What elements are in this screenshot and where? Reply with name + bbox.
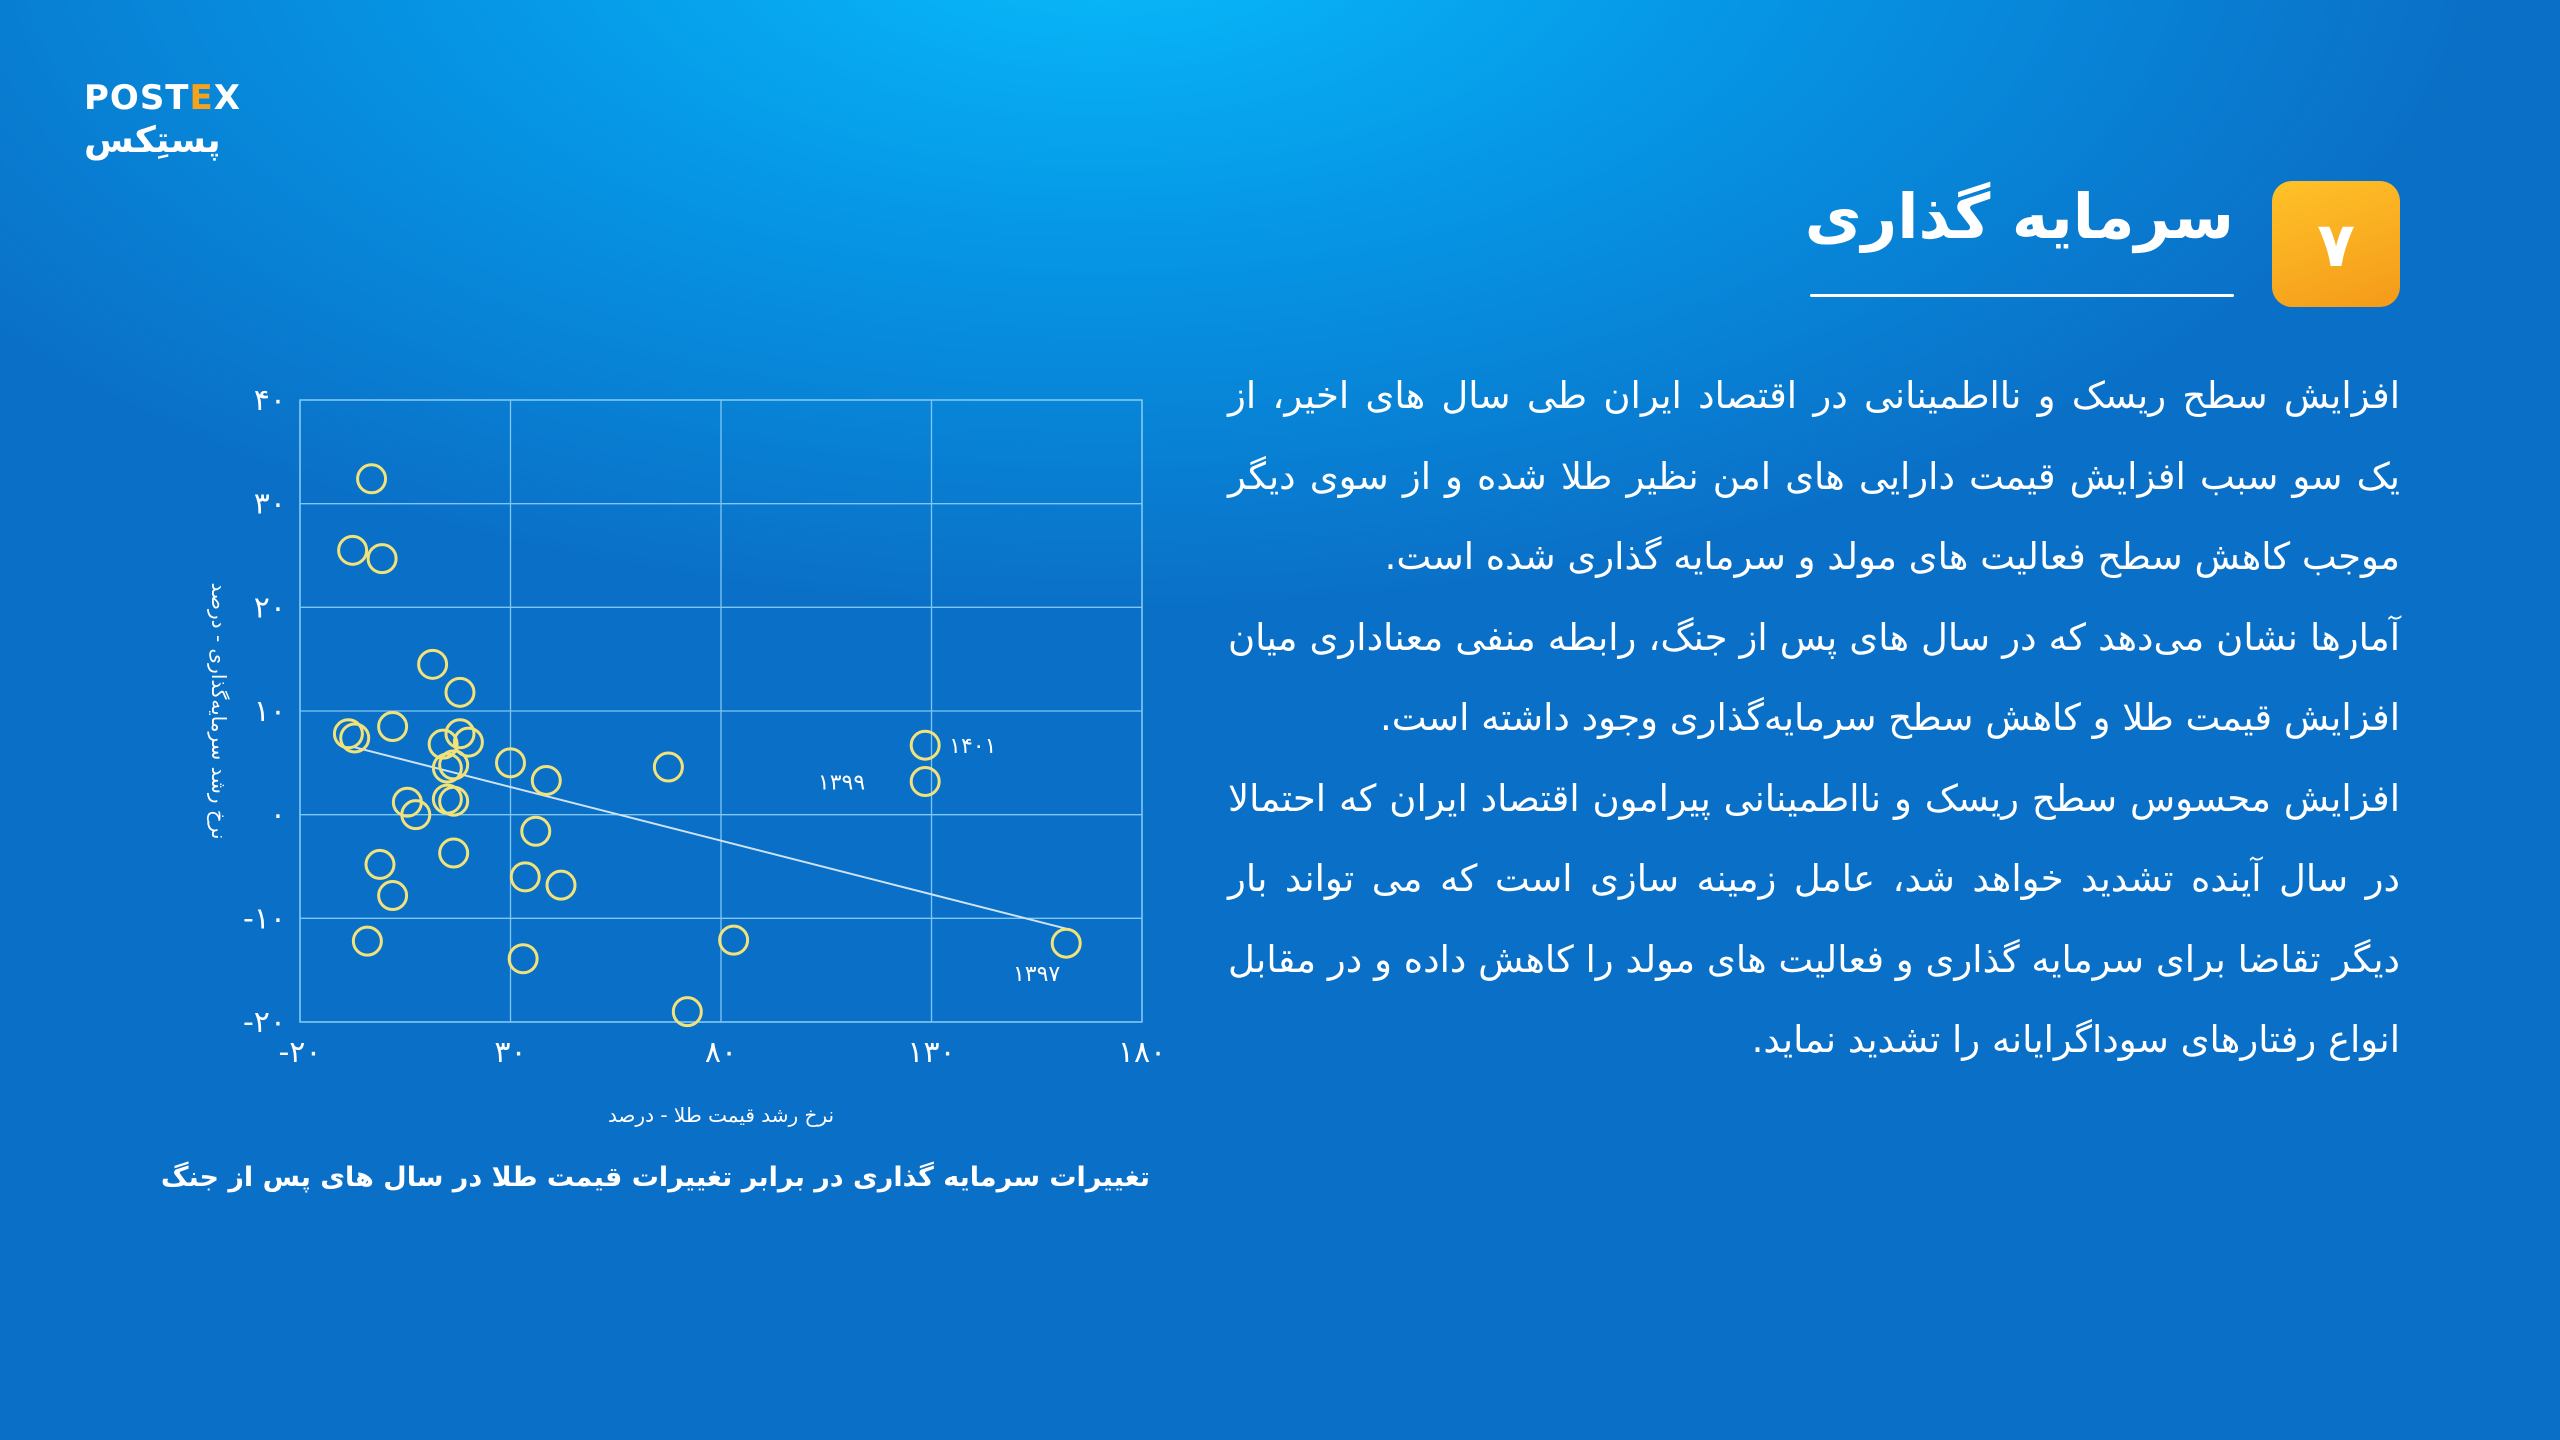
data-point <box>379 713 407 741</box>
data-point <box>547 871 575 899</box>
x-tick-label: ۱۸۰ <box>1117 1035 1167 1070</box>
y-tick-label: -۲۰ <box>242 1005 286 1040</box>
trend-line <box>355 747 1066 928</box>
paragraph-2: آمارها نشان می‌دهد که در سال های پس از جنگ، رابطه منفی معناداری میان افزایش قیمت طلا و کاهش سطح سرمایه‌گذاری وجود داشته است. <box>1228 615 2400 739</box>
section-number-badge: ۷ <box>2272 181 2400 307</box>
postex-logo <box>84 78 241 168</box>
logo-persian-text: پستِکس <box>84 120 221 161</box>
y-tick-label: ۳۰ <box>253 486 286 522</box>
x-axis-label: نرخ رشد قیمت طلا - درصد <box>607 1103 835 1127</box>
point-label: ۱۳۹۷ <box>1012 962 1061 988</box>
data-point <box>1052 929 1080 957</box>
y-tick-label: -۱۰ <box>242 901 286 937</box>
y-tick-label: ۰ <box>269 797 286 833</box>
data-point <box>440 839 468 867</box>
x-tick-label: ۸۰ <box>704 1035 738 1070</box>
y-tick-label: ۱۰ <box>253 694 286 729</box>
point-label: ۱۳۹۹ <box>817 770 866 796</box>
x-tick-label: -۲۰ <box>278 1035 322 1070</box>
data-point <box>911 731 939 759</box>
data-point <box>511 863 539 891</box>
logo-latin-text: POSTEX <box>84 78 241 118</box>
data-point <box>339 536 367 564</box>
body-text <box>1228 356 2400 1081</box>
data-point <box>654 753 682 781</box>
data-point <box>358 465 386 493</box>
data-point <box>911 767 939 795</box>
section-title: سرمایه گذاری <box>1804 180 2234 253</box>
chart-title: تغییرات سرمایه گذاری در برابر تغییرات قیمت طلا در سال های پس از جنگ <box>160 1162 1150 1193</box>
scatter-chart <box>180 370 1180 1150</box>
x-tick-label: ۱۳۰ <box>907 1035 956 1070</box>
point-label: ۱۴۰۱ <box>949 734 997 760</box>
title-underline <box>1810 294 2234 297</box>
data-point <box>720 926 748 954</box>
section-header <box>1794 176 2234 302</box>
data-point <box>522 817 550 845</box>
data-point <box>446 678 474 706</box>
data-point <box>509 945 537 973</box>
data-point <box>368 545 396 573</box>
data-point <box>532 766 560 794</box>
y-axis-label: نرخ رشد سرمایه‌گذاری - درصد <box>207 582 231 840</box>
x-tick-label: ۳۰ <box>494 1035 527 1070</box>
data-point <box>353 927 381 955</box>
data-point <box>366 850 394 878</box>
y-tick-label: ۴۰ <box>253 383 286 418</box>
data-point <box>419 650 447 678</box>
y-tick-label: ۲۰ <box>253 590 286 626</box>
data-point <box>379 882 407 910</box>
paragraph-1: افزایش سطح ریسک و نااطمینانی در اقتصاد ایران طی سال های اخیر، از یک سو سبب افزایش قیمت دارایی های امن نظیر طلا شده و از سوی دیگر موجب کاهش سطح فعالیت های مولد و سرمایه گذاری شده است. <box>1228 374 2400 578</box>
paragraph-3: افزایش محسوس سطح ریسک و نااطمینانی پیرامون اقتصاد ایران که احتمالا در سال آینده تشدید خواهد شد، عامل زمینه سازی است که می تواند بار دیگر تقاضا برای سرمایه گذاری و فعالیت های مولد را کاهش داده و در مقابل انواع رفتارهای سوداگرایانه را تشدید نماید. <box>1228 776 2400 1061</box>
